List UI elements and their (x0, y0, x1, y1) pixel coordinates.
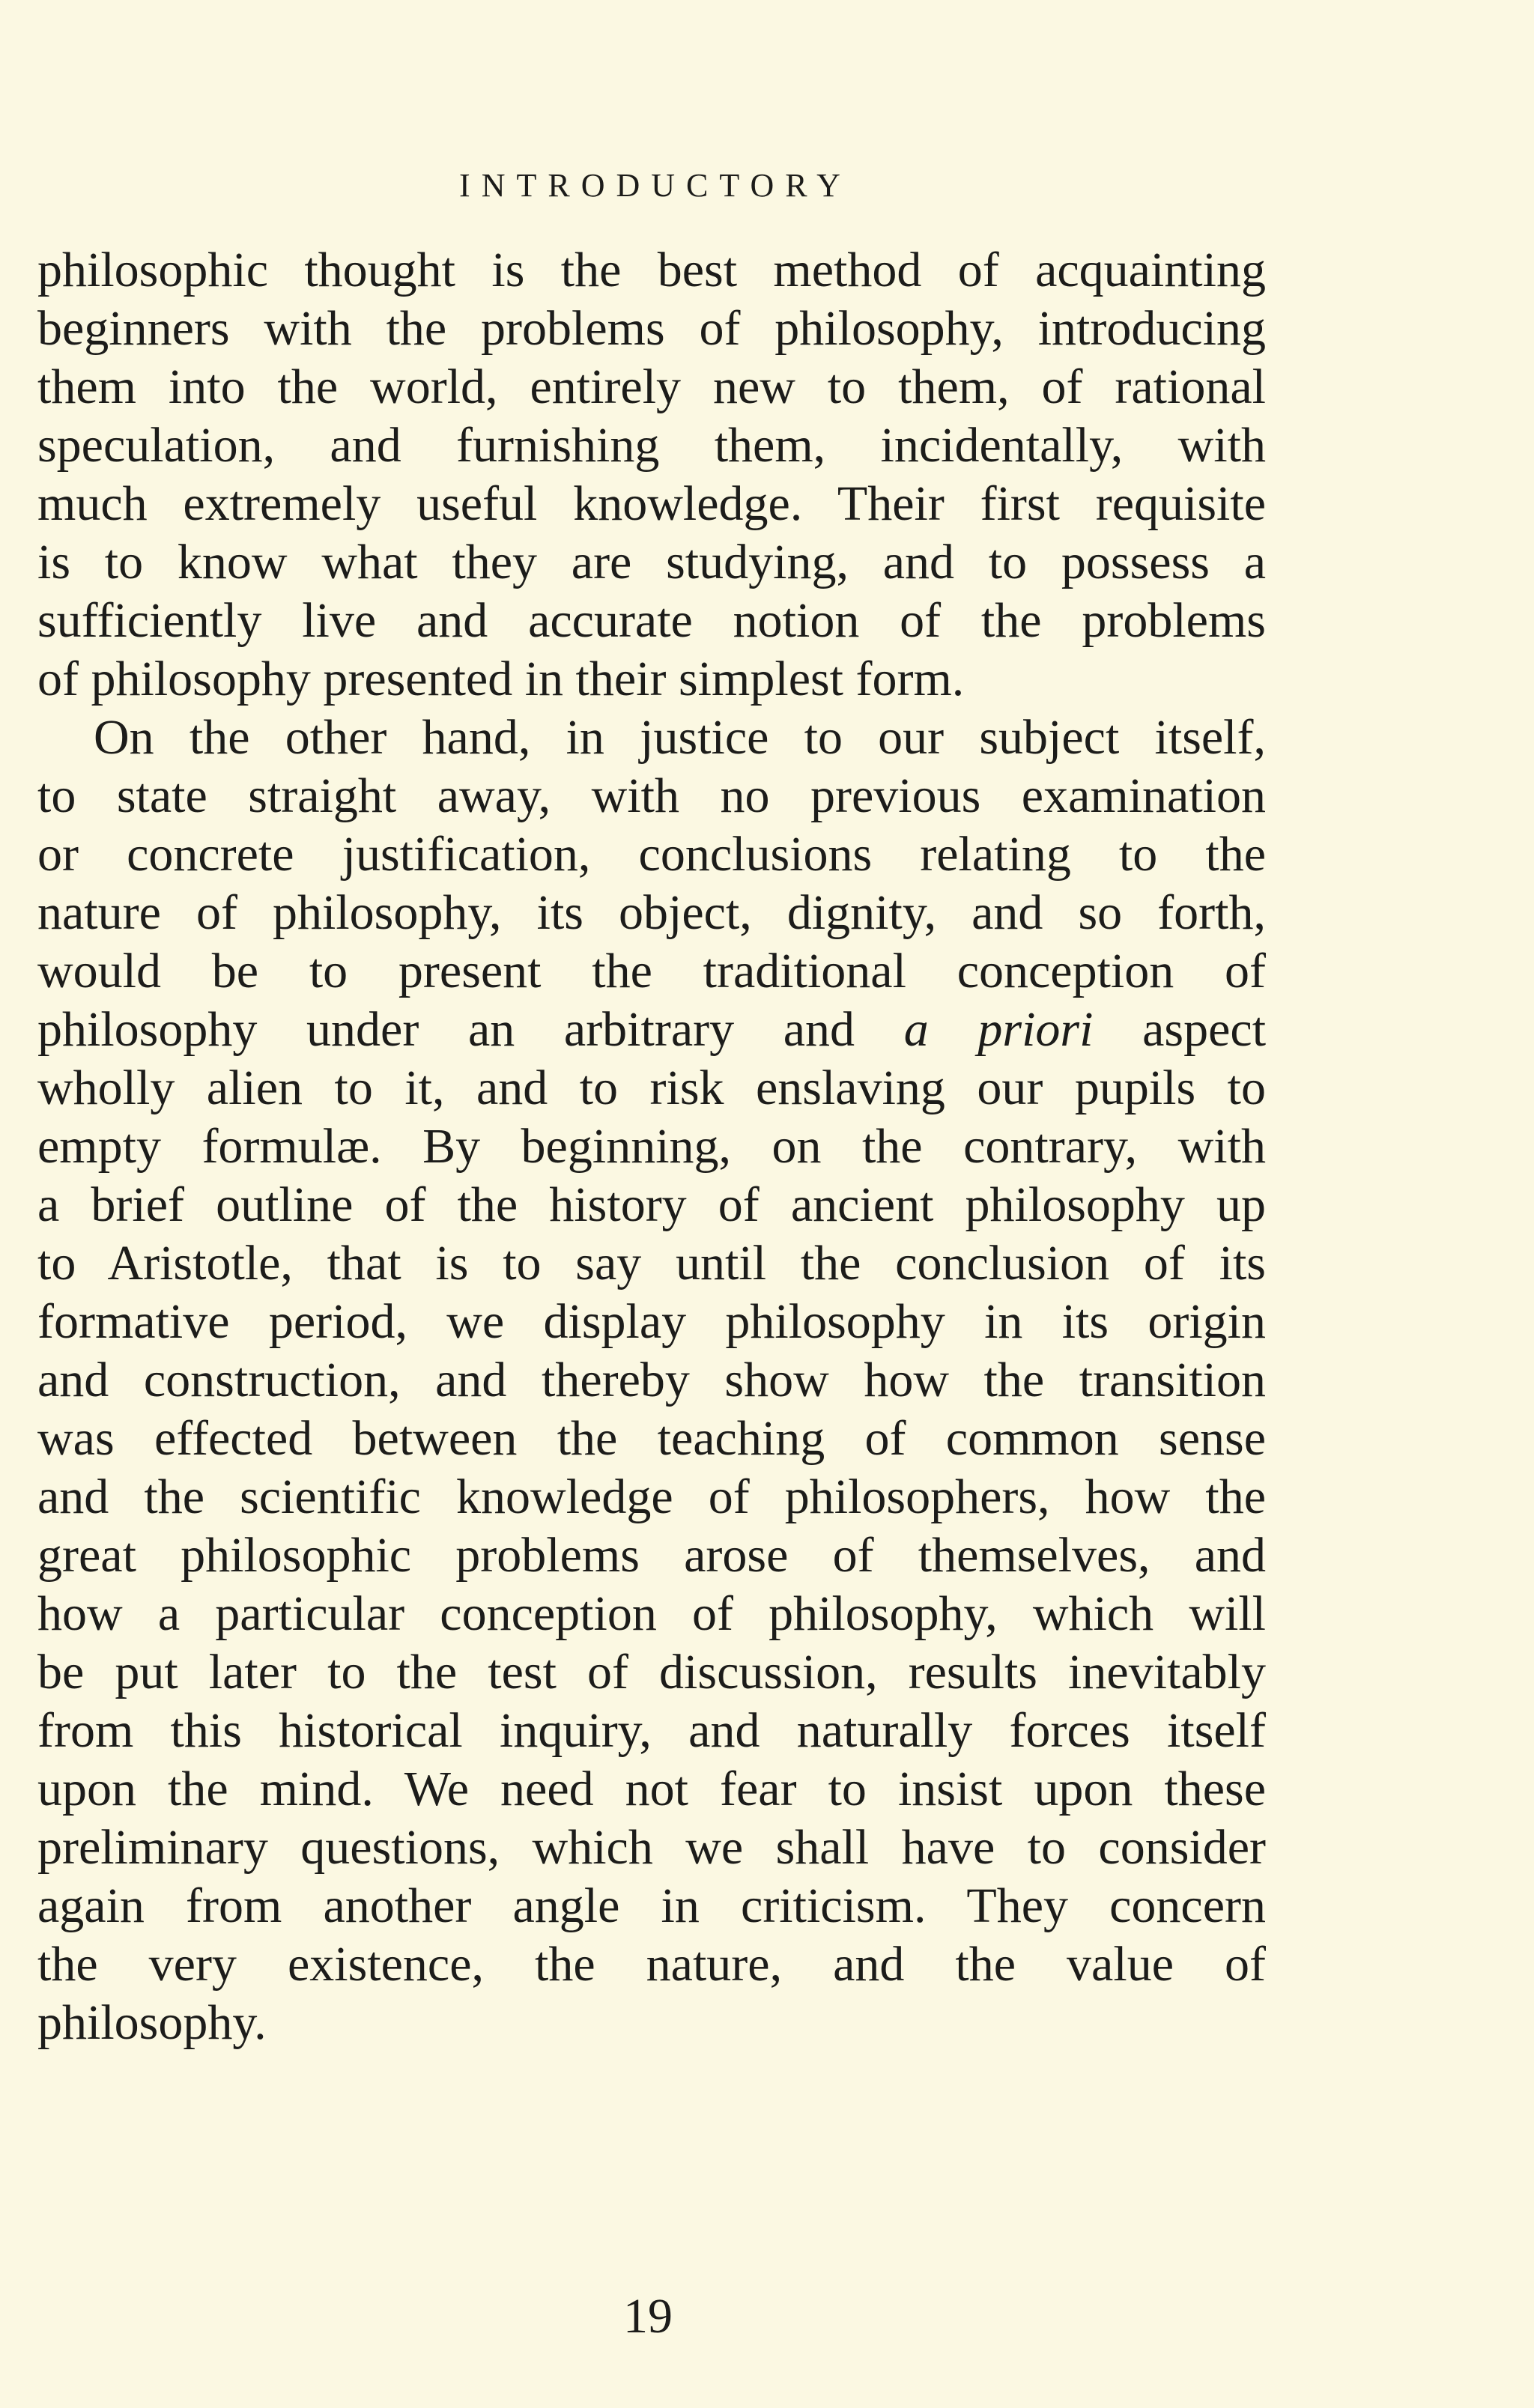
text-line: a brief outline of the history of ancient philosophy up (37, 1177, 1266, 1232)
text-segment: aspect (1142, 1002, 1266, 1057)
text-line: to state straight away, with no previous examination (37, 768, 1266, 823)
text-line: to Aristotle, that is to say until the conclusion of its (37, 1236, 1266, 1291)
text-line: from this historical inquiry, and naturally forces itself (37, 1703, 1266, 1758)
text-line: how a particular conception of philosophy, which will (37, 1586, 1266, 1641)
text-line: would be to present the traditional conception of (37, 944, 1266, 998)
text-line: upon the mind. We need not fear to insist upon these (37, 1762, 1266, 1816)
text-line: of philosophy presented in their simplest form. (37, 652, 965, 706)
body-text (37, 241, 1266, 2052)
text-segment: philosophy under an arbitrary and (37, 1002, 855, 1057)
text-line-mixed (37, 1001, 1266, 1059)
text-line: sufficiently live and accurate notion of the problems (37, 593, 1266, 648)
text-line: nature of philosophy, its object, dignity, and so forth, (37, 885, 1266, 940)
text-line: great philosophic problems arose of themselves, and (37, 1528, 1266, 1583)
text-line: and construction, and thereby show how the transition (37, 1353, 1266, 1407)
text-line: again from another angle in criticism. They concern (37, 1878, 1266, 1933)
text-line: On the other hand, in justice to our subject itself, (94, 710, 1266, 765)
text-line: formative period, we display philosophy in its origin (37, 1294, 1266, 1349)
text-line: philosophic thought is the best method of acquainting (37, 243, 1266, 297)
text-line: them into the world, entirely new to them, of rational (37, 360, 1266, 414)
text-line: is to know what they are studying, and to possess a (37, 535, 1266, 589)
text-line: wholly alien to it, and to risk enslaving our pupils to (37, 1061, 1266, 1115)
text-line: much extremely useful knowledge. Their first requisite (37, 476, 1266, 531)
text-line: or concrete justification, conclusions relating to the (37, 827, 1266, 882)
text-line: the very existence, the nature, and the value of (37, 1937, 1266, 1992)
running-head: INTRODUCTORY (459, 167, 852, 204)
text-line: empty formulæ. By beginning, on the contrary, with (37, 1119, 1266, 1174)
text-line: philosophy. (37, 1995, 267, 2050)
page-number: 19 (623, 2289, 673, 2344)
text-line: was effected between the teaching of common sense (37, 1411, 1266, 1466)
text-line: and the scientific knowledge of philosophers, how the (37, 1470, 1266, 1524)
text-line: preliminary questions, which we shall have to consider (37, 1820, 1266, 1875)
italic-phrase: a priori (903, 1002, 1094, 1057)
text-line: speculation, and furnishing them, incidentally, with (37, 418, 1266, 473)
text-line: beginners with the problems of philosophy, introducing (37, 301, 1266, 356)
text-line: be put later to the test of discussion, results inevitably (37, 1645, 1266, 1699)
